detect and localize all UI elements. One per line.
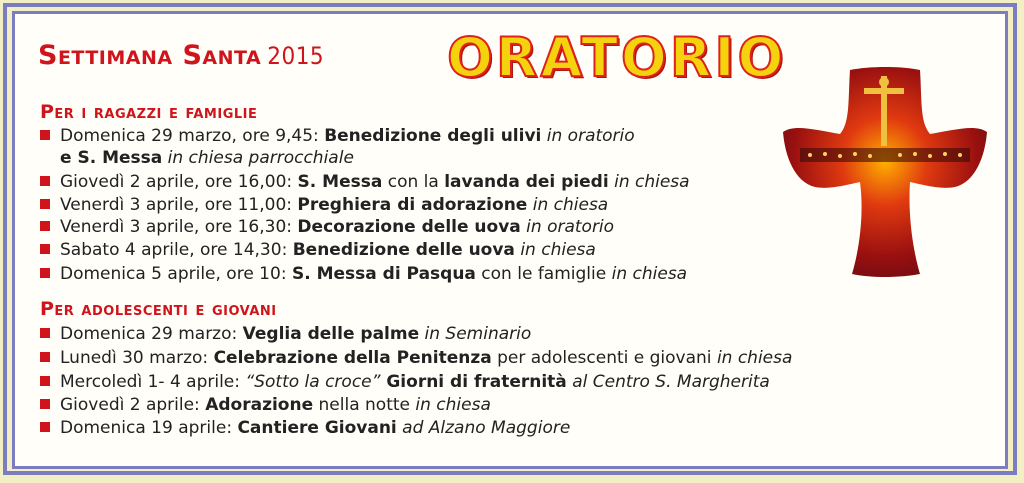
bullet-spacer (40, 152, 50, 162)
bullet-icon (40, 399, 50, 409)
item-italic: in chiesa (611, 264, 688, 284)
bullet-icon (40, 328, 50, 338)
title-text: Settimana Santa (38, 40, 262, 71)
item-italic: in oratorio (526, 217, 615, 237)
item-text: con le famiglie (475, 264, 612, 284)
item-bold: Giorni di fraternità (380, 372, 567, 392)
item-italic: in oratorio (546, 126, 635, 146)
item-italic: “Sotto la croce” (245, 372, 381, 392)
item-bold: Celebrazione della Penitenza (213, 348, 492, 368)
bullet-icon (40, 352, 50, 362)
bullet-icon (40, 130, 50, 140)
item-text: Domenica 29 marzo, ore 9,45: (60, 126, 325, 146)
item-italic: in Seminario (424, 324, 532, 344)
item-text: Mercoledì 1- 4 aprile: (60, 372, 246, 392)
bullet-icon (40, 199, 50, 209)
list-item (40, 194, 608, 216)
item-bold: S. Messa di Pasqua (291, 264, 476, 284)
item-bold: Preghiera di adorazione (297, 195, 528, 215)
bullet-icon (40, 221, 50, 231)
item-bold: Decorazione delle uova (297, 217, 521, 237)
item-italic: in chiesa (716, 348, 793, 368)
bullet-icon (40, 244, 50, 254)
item-text: Domenica 29 marzo: (60, 324, 243, 344)
item-text: Venerdì 3 aprile, ore 16,30: (60, 217, 298, 237)
tau-cross-icon (780, 62, 990, 282)
item-italic: in chiesa (520, 240, 596, 260)
section-heading-families: Per i ragazzi e famiglie (40, 101, 258, 123)
item-bold: Veglia delle palme (242, 324, 420, 344)
item-text: Venerdì 3 aprile, ore 11,00: (60, 195, 298, 215)
item-italic: in chiesa (608, 172, 690, 192)
item-bold: Cantiere Giovani (237, 418, 397, 438)
list-item (40, 216, 614, 238)
item-bold: e S. Messa (60, 148, 163, 168)
item-italic: ad Alzano Maggiore (402, 418, 571, 438)
title-year: 2015 (267, 42, 325, 70)
list-item (40, 394, 491, 416)
page-title (38, 40, 324, 71)
list-item (40, 263, 687, 285)
item-text: nella notte (313, 395, 416, 415)
item-italic: al Centro S. Margherita (572, 372, 770, 392)
item-bold: Benedizione delle uova (292, 240, 515, 260)
list-item (40, 171, 690, 193)
section-heading-youth: Per adolescenti e giovani (40, 298, 277, 320)
list-item (40, 323, 531, 345)
bullet-icon (40, 268, 50, 278)
bullet-icon (40, 422, 50, 432)
list-item (40, 125, 635, 147)
item-bold: Adorazione (205, 395, 314, 415)
item-bold: lavanda dei piedi (444, 172, 609, 192)
item-italic: in chiesa (532, 195, 609, 215)
item-italic: in chiesa parrocchiale (167, 148, 354, 168)
item-text: per adolescenti e giovani (491, 348, 717, 368)
item-italic: in chiesa (415, 395, 491, 415)
item-text: Domenica 5 aprile, ore 10: (60, 264, 292, 284)
oratorio-logo: ORATORIO (447, 26, 787, 89)
item-text: Lunedì 30 marzo: (60, 348, 214, 368)
list-item (40, 239, 596, 261)
list-item (40, 417, 570, 439)
item-bold: S. Messa (297, 172, 383, 192)
item-text: Giovedì 2 aprile: (60, 395, 206, 415)
bullet-icon (40, 176, 50, 186)
item-text: con la (382, 172, 445, 192)
bullet-icon (40, 376, 50, 386)
item-text: Sabato 4 aprile, ore 14,30: (60, 240, 293, 260)
list-item (40, 147, 354, 169)
item-bold: Benedizione degli ulivi (324, 126, 542, 146)
list-item (40, 371, 770, 393)
item-text: Domenica 19 aprile: (60, 418, 238, 438)
item-text: Giovedì 2 aprile, ore 16,00: (60, 172, 298, 192)
list-item (40, 347, 792, 369)
